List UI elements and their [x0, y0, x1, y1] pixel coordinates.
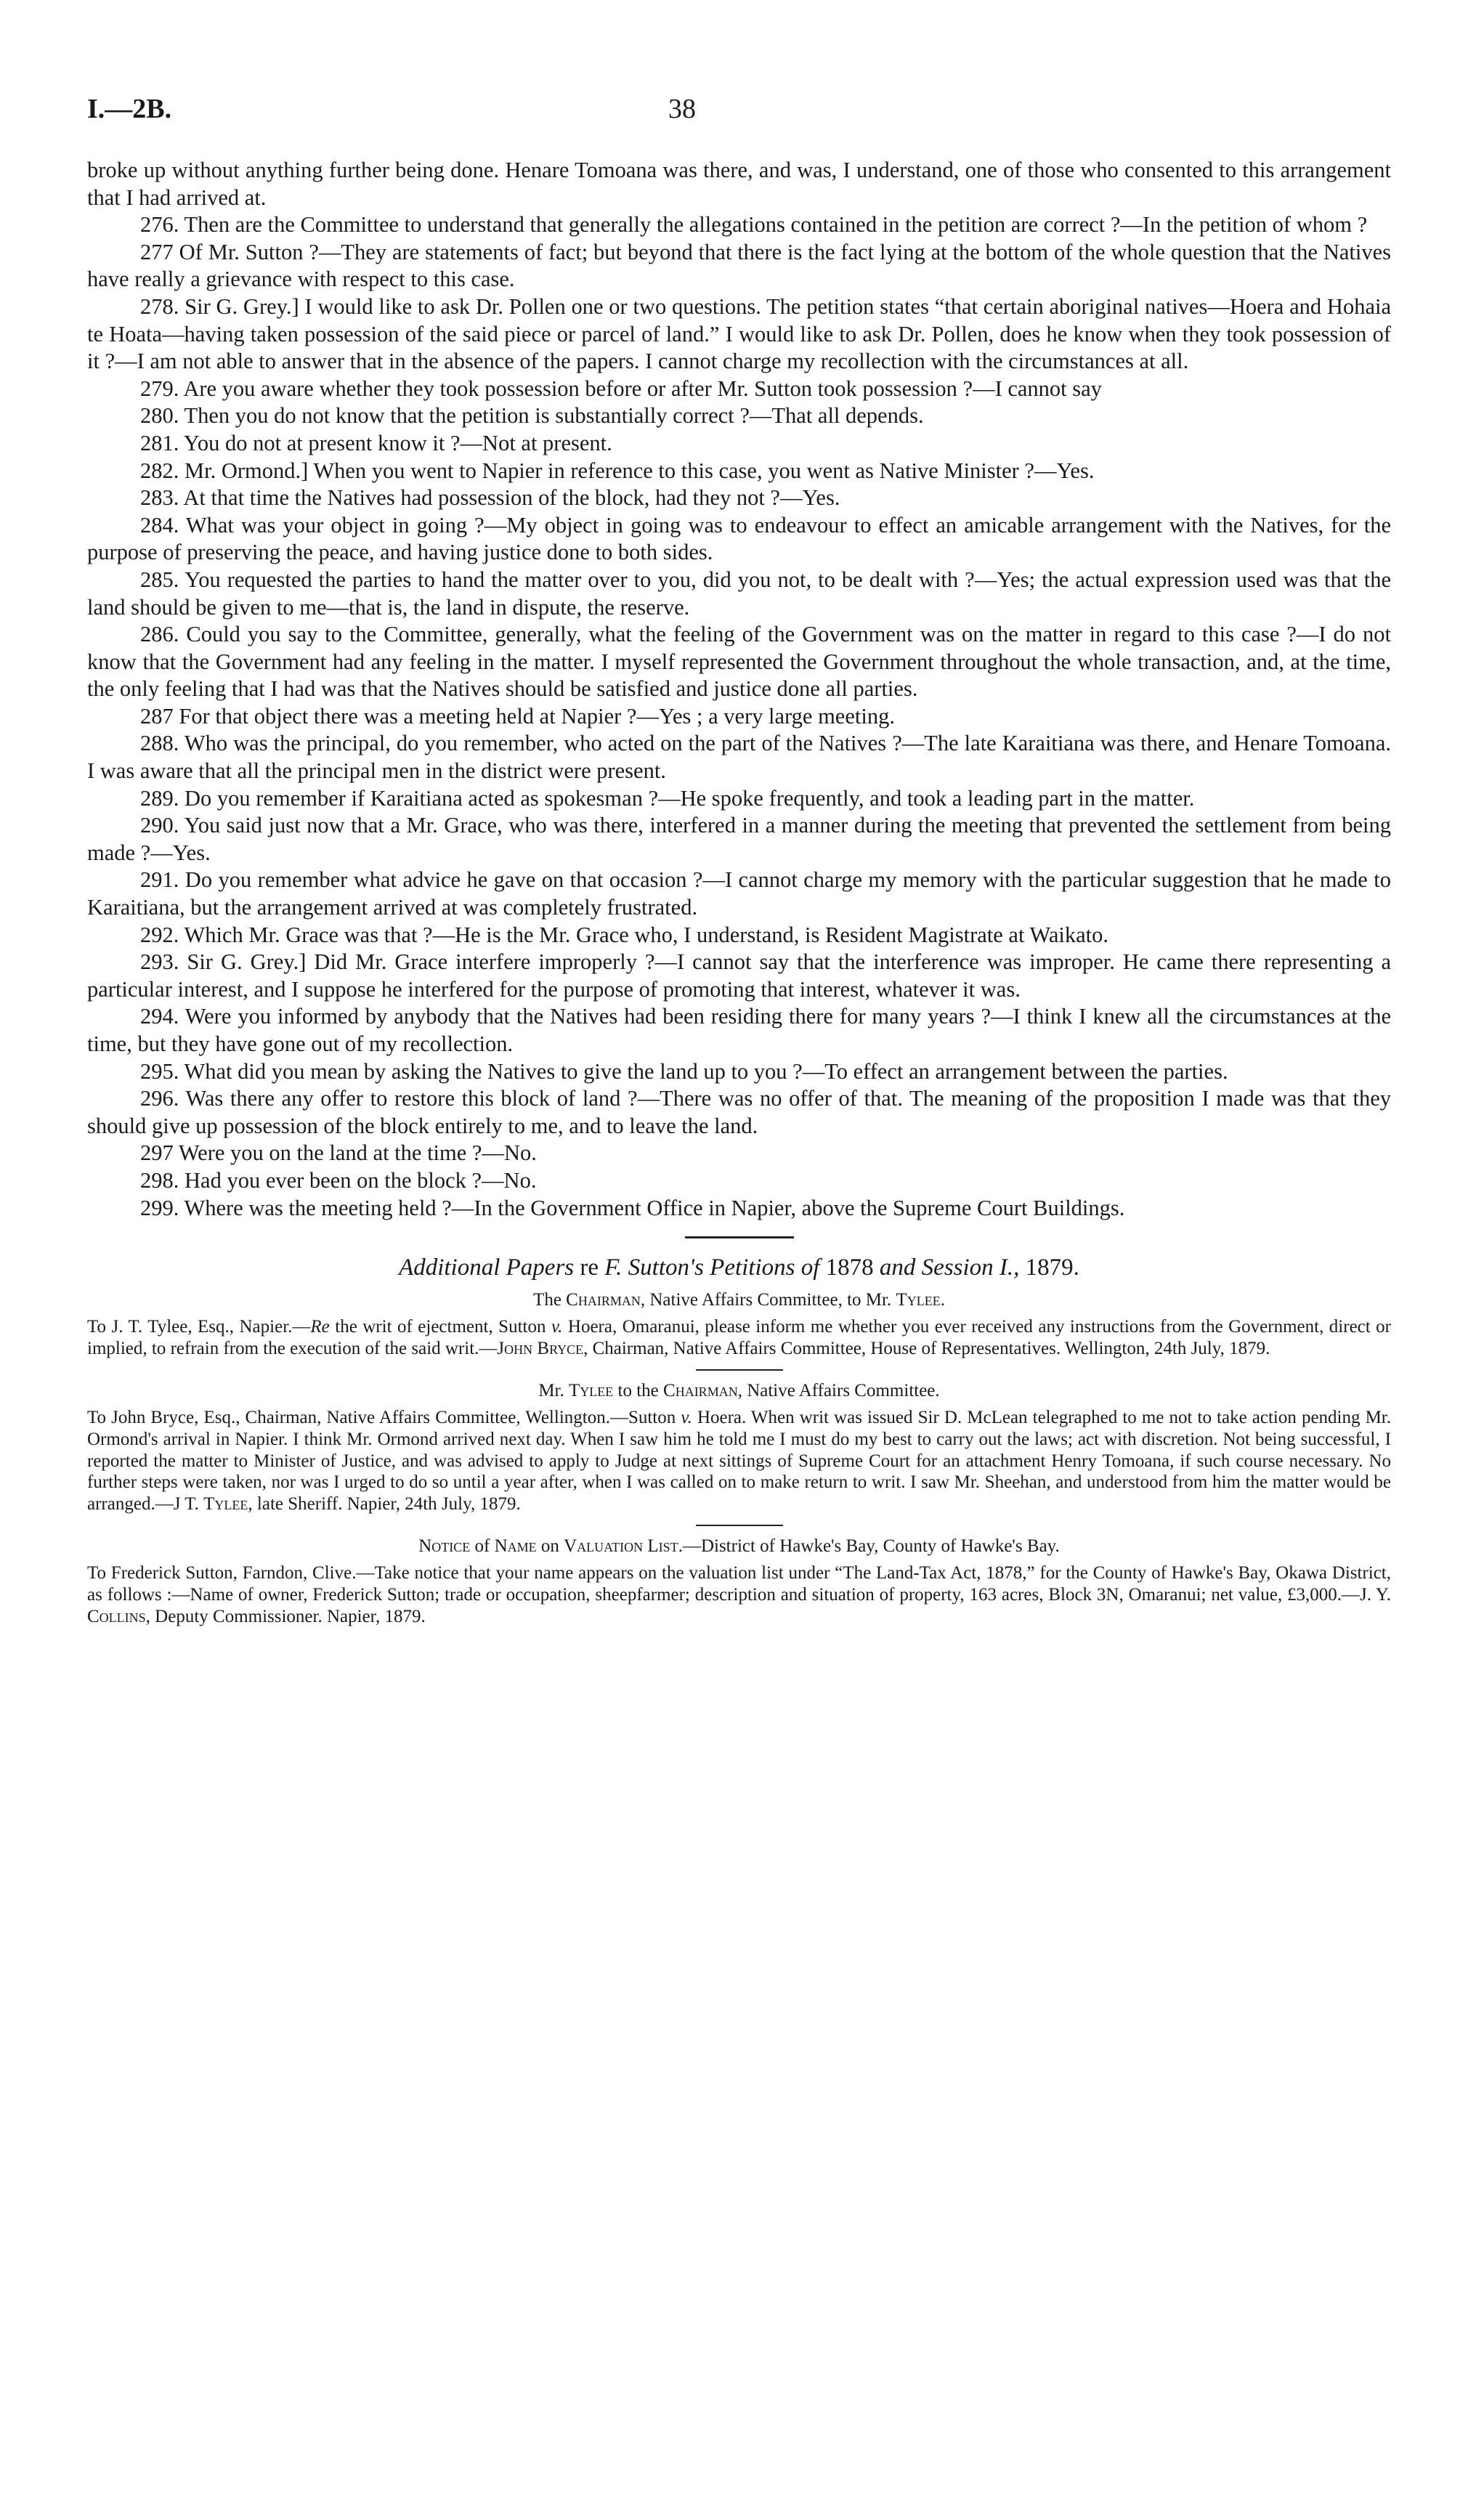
question-280: 280. Then you do not know that the petition is substantially correct ?—That all depends.: [140, 403, 924, 429]
heading-sender: Tylee: [569, 1381, 614, 1401]
heading-text: , Native Affairs Committee, to Mr.: [640, 1290, 892, 1310]
section-divider: [685, 1236, 794, 1238]
document-page: [87, 93, 1391, 1627]
question-292: 292. Which Mr. Grace was that ?—He is the Mr. Grace who, I understand, is Resident Magistrate at Waikato.: [140, 922, 1108, 947]
letter-divider: [696, 1525, 783, 1526]
question-276: 276. Then are the Committee to understand that generally the allegations contained in the petition are correct ?—In the petition of whom ?: [140, 212, 1368, 238]
notice-text: To Frederick Sutton, Farndon, Clive.—Take notice that your name appears on the valuation list under “The Land-Tax Act, 1878,” for the County of Hawke's Bay, Okawa District, as follows :—Name of owner, Frederick Sutton; trade or occupation, sheepfarmer; description and situation of property, 163 acres, Block 3N, Omaranui; net value, £3,000.—J. Y.: [87, 1563, 1391, 1605]
letter-text: Hoera. When writ was issued Sir D. McLean telegraphed to me not to take action pending Mr. Ormond's arrival in Napier. I think Mr. Ormond arrived next day. When I saw him he told me I must do my best to carry out the laws; act with discretion. Not being successful, I reported the matter to Minister of Justice, and was advised to apply to Judge at next sittings of Supreme Court for an attachment Henry Tomoana, if such course necessary. No further steps were taken, nor was I urged to do so until a year after, when I was called on to make return to writ. I saw Mr. Sheehan, and understood from him the matter would be arranged.—J T.: [87, 1408, 1392, 1514]
letter-text: v.: [681, 1408, 692, 1428]
signature-rest: , Deputy Commissioner. Napier, 1879.: [145, 1606, 426, 1626]
question-299: 299. Where was the meeting held ?—In the Government Office in Napier, above the Supreme Court Buildings.: [140, 1195, 1125, 1220]
question-287: 287 For that object there was a meeting held at Napier ?—Yes ; a very large meeting.: [140, 703, 895, 729]
question-294: 294. Were you informed by anybody that the Natives had been residing there for many years ?—I think I knew all the circumstances at the time, but they have gone out of my recollection.: [87, 1004, 1391, 1056]
heading-text: Valuation List: [564, 1536, 678, 1557]
letter-divider: [696, 1369, 783, 1371]
question-288: 288. Who was the principal, do you remember, who acted on the part of the Natives ?—The late Karaitiana was there, and Henare Tomoana. I was aware that all the principal men in the district were present.: [87, 731, 1391, 784]
question-289: 289. Do you remember if Karaitiana acted as spokesman ?—He spoke frequently, and took a leading part in the matter.: [140, 785, 1195, 811]
additional-papers-title: [87, 1254, 1391, 1281]
testimony: [87, 157, 1391, 1222]
letter-text: v.: [551, 1317, 563, 1337]
heading-text: .: [940, 1290, 945, 1310]
heading-text: Name: [494, 1536, 537, 1557]
heading-text: to the: [617, 1381, 659, 1401]
question-284: 284. What was your object in going ?—My object in going was to endeavour to effect an amicable arrangement with the Natives, for the purpose of preserving the peace, and having justice done to both sides.: [87, 512, 1391, 565]
question-283: 283. At that time the Natives had possession of the block, had they not ?—Yes.: [140, 485, 840, 511]
signature-name: Tylee: [203, 1493, 248, 1514]
question-277: 277 Of Mr. Sutton ?—They are statements of fact; but beyond that there is the fact lying at the bottom of the whole question that the Natives have really a grievance with respect to this case.: [87, 239, 1391, 292]
letter-text: To John Bryce, Esq., Chairman, Native Affairs Committee, Wellington.—Sutton: [87, 1408, 676, 1428]
title-part: Additional Papers: [399, 1254, 575, 1281]
page-header: [87, 93, 1391, 137]
heading-text: Notice: [418, 1536, 471, 1557]
question-291: 291. Do you remember what advice he gave on that occasion ?—I cannot charge my memory with the particular suggestion that he made to Karaitiana, but the arrangement arrived at was completely frustrated.: [87, 867, 1391, 920]
page-number: 38: [668, 94, 696, 124]
question-295: 295. What did you mean by asking the Natives to give the land up to you ?—To effect an arrangement between the parties.: [140, 1058, 1228, 1084]
signature-name: Collins: [87, 1606, 146, 1626]
question-297: 297 Were you on the land at the time ?—No.: [140, 1140, 537, 1166]
heading-text: of: [474, 1536, 490, 1557]
letter2-heading: [87, 1381, 1391, 1401]
question-293: 293. Sir G. Grey.] Did Mr. Grace interfere improperly ?—I cannot say that the interference was improper. He came there representing a particular interest, and I suppose he interfered for the purpose of promoting that interest, whatever it was.: [87, 949, 1391, 1002]
heading-sender: Chairman: [566, 1290, 641, 1310]
signature-rest: , Chairman, Native Affairs Committee, House of Representatives. Wellington, 24th July, 1879.: [583, 1338, 1270, 1358]
heading-recipient: Chairman: [663, 1381, 738, 1401]
title-year: 1878: [825, 1254, 874, 1281]
heading-text: , Native Affairs Committee.: [737, 1381, 940, 1401]
heading-text: The: [533, 1290, 561, 1310]
title-re: re: [580, 1254, 599, 1281]
title-session: Session I.,: [921, 1254, 1020, 1281]
heading-recipient: Tylee: [896, 1290, 941, 1310]
heading-text: .—District of Hawke's Bay, County of Hawke's Bay.: [678, 1536, 1060, 1557]
question-285: 285. You requested the parties to hand the matter over to you, did you not, to be dealt with ?—Yes; the actual expression used was that the land should be given to me—that is, the land in dispute, the reserve.: [87, 567, 1391, 620]
letter1-heading: [87, 1290, 1391, 1310]
letter2-body: [87, 1407, 1391, 1515]
question-286: 286. Could you say to the Committee, generally, what the feeling of the Government was on the matter in regard to this case ?—I do not know that the Government had any feeling in the matter. I myself represented the Government throughout the whole transaction, and, at the time, the only feeling that I had was that the Natives should be satisfied and justice done all parties.: [87, 622, 1391, 702]
question-282: 282. Mr. Ormond.] When you went to Napier in reference to this case, you went as Native Minister ?—Yes.: [140, 458, 1095, 483]
question-278: 278. Sir G. Grey.] I would like to ask Dr. Pollen one or two questions. The petition states “that certain aboriginal natives—Hoera and Hohaia te Hoata—having taken possession of the said piece or parcel of land.” I would like to ask Dr. Pollen, does he know when they took possession of it ?—I am not able to answer that in the absence of the papers. I cannot charge my recollection with the circumstances at all.: [87, 293, 1391, 374]
title-year: 1879.: [1025, 1254, 1079, 1281]
letter1-body: [87, 1316, 1391, 1359]
heading-text: Mr.: [538, 1381, 564, 1401]
title-part: F. Sutton's Petitions: [604, 1254, 795, 1281]
letter-text: To J. T. Tylee, Esq., Napier.—: [87, 1317, 311, 1337]
question-290: 290. You said just now that a Mr. Grace, who was there, interfered in a manner during the meeting that prevented the settlement from being made ?—Yes.: [87, 813, 1391, 865]
notice-body: [87, 1562, 1391, 1627]
title-and: and: [879, 1254, 916, 1281]
question-298: 298. Had you ever been on the block ?—No.: [140, 1167, 537, 1193]
letter-text: Re: [310, 1317, 330, 1337]
question-281: 281. You do not at present know it ?—Not at present.: [140, 430, 612, 455]
notice-heading: [87, 1536, 1391, 1557]
letter-text: the writ of ejectment, Sutton: [335, 1317, 546, 1337]
signature-name: John Bryce: [497, 1338, 584, 1358]
testimony-opening: broke up without anything further being done. Henare Tomoana was there, and was, I understand, one of those who consented to this arrangement that I had arrived at.: [87, 158, 1391, 210]
question-279: 279. Are you aware whether they took possession before or after Mr. Sutton took possession ?—I cannot say: [140, 376, 1102, 401]
signature-rest: , late Sheriff. Napier, 24th July, 1879.: [248, 1493, 521, 1514]
heading-text: on: [540, 1536, 559, 1557]
letter-text: Hoera, Omaranui, please inform me whether you ever received any instructions from the Government, direct or implied, to refrain from the execution of the said writ.—: [87, 1317, 1392, 1358]
title-of: of: [800, 1254, 820, 1281]
paper-code: I.—2B.: [87, 94, 172, 124]
question-296: 296. Was there any offer to restore this block of land ?—There was no offer of that. The meaning of the proposition I made was that they should give up possession of the block entirely to me, and to leave the land.: [87, 1086, 1391, 1138]
